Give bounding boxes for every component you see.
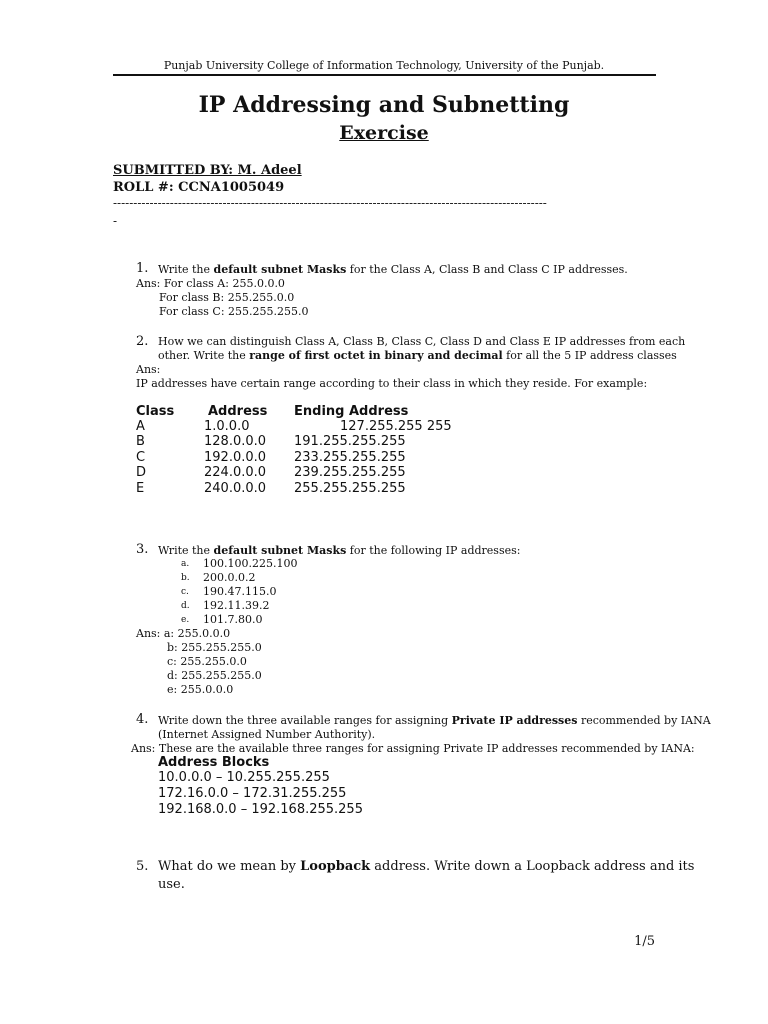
separator-tail: - — [113, 214, 118, 228]
table-cell: 127.255.255 255 — [340, 419, 452, 434]
q3-item-letter: b. — [181, 573, 190, 583]
q3-item-letter: a. — [181, 559, 190, 569]
q3-item-value: 100.100.225.100 — [203, 557, 298, 570]
q2-ans-text: IP addresses have certain range according to their class in which they reside. For example: — [136, 377, 648, 390]
q3-item-value: 192.11.39.2 — [203, 599, 270, 612]
q3-item-value: 200.0.0.2 — [203, 571, 256, 584]
table-cell: 239.255.255.255 — [294, 465, 406, 480]
table-cell: 240.0.0.0 — [204, 481, 267, 496]
q3-answer: Ans: a: 255.0.0.0 — [136, 627, 231, 640]
table-cell: 191.255.255.255 — [294, 434, 406, 449]
q4-number: 4. — [136, 712, 149, 727]
q5-number: 5. — [136, 859, 149, 874]
q3-answer: b: 255.255.255.0 — [167, 641, 262, 654]
q3-text: Write the default subnet Masks for the following IP addresses: — [158, 544, 521, 557]
q3-item-letter: e. — [181, 615, 190, 625]
q3-answer: e: 255.0.0.0 — [167, 683, 234, 696]
q2-text-line2: other. Write the range of first octet in binary and decimal for all the 5 IP address classes — [158, 349, 677, 362]
table-cell: 192.0.0.0 — [204, 450, 267, 465]
table-cell: D — [136, 465, 147, 480]
table-header-address: Address — [208, 404, 268, 419]
q1-answer-c: For class C: 255.255.255.0 — [159, 305, 309, 318]
q5-text-line2: use. — [158, 877, 185, 892]
address-blocks-header: Address Blocks — [158, 755, 270, 770]
table-cell: C — [136, 450, 146, 465]
q3-item-letter: c. — [181, 587, 189, 597]
q1-number: 1. — [136, 261, 149, 276]
q1-text: Write the default subnet Masks for the Class A, Class B and Class C IP addresses. — [158, 263, 628, 276]
table-cell: 224.0.0.0 — [204, 465, 267, 480]
q3-answer: c: 255.255.0.0 — [167, 655, 247, 668]
table-cell: E — [136, 481, 145, 496]
table-header-ending: Ending Address — [294, 404, 409, 419]
q2-text-line1: How we can distinguish Class A, Class B, Class C, Class D and Class E IP addresses from each — [158, 335, 686, 348]
q4-text: Write down the three available ranges for assigning Private IP addresses recommended by IANA — [158, 714, 711, 727]
q4-answer: Ans: These are the available three ranges for assigning Private IP addresses recommended by IANA: — [131, 742, 695, 755]
table-cell: B — [136, 434, 145, 449]
address-block: 192.168.0.0 – 192.168.255.255 — [158, 802, 363, 817]
table-cell: 255.255.255.255 — [294, 481, 406, 496]
q3-item-value: 190.47.115.0 — [203, 585, 277, 598]
q3-item-value: 101.7.80.0 — [203, 613, 263, 626]
q3-answer: d: 255.255.255.0 — [167, 669, 262, 682]
address-block: 172.16.0.0 – 172.31.255.255 — [158, 786, 347, 801]
q1-answer-b: For class B: 255.255.0.0 — [159, 291, 295, 304]
page-number: 1/5 — [634, 934, 655, 949]
table-cell: A — [136, 419, 145, 434]
table-cell: 128.0.0.0 — [204, 434, 267, 449]
page-title: IP Addressing and Subnetting — [198, 92, 570, 118]
separator-line: ----------------------------------------------------------------------------------------------------------- — [113, 196, 547, 210]
submitted-by: SUBMITTED BY: M. Adeel — [113, 163, 302, 178]
table-cell: 1.0.0.0 — [204, 419, 250, 434]
q3-item-letter: d. — [181, 601, 190, 611]
q4-text-line2: (Internet Assigned Number Authority). — [158, 728, 376, 741]
table-header-class: Class — [136, 404, 175, 419]
document-header: Punjab University College of Information Technology, University of the Punjab. — [163, 59, 605, 72]
q3-number: 3. — [136, 542, 149, 557]
table-cell: 233.255.255.255 — [294, 450, 406, 465]
q5-text: What do we mean by Loopback address. Write down a Loopback address and its — [158, 859, 695, 874]
q1-answer-a: Ans: For class A: 255.0.0.0 — [136, 277, 285, 290]
q2-number: 2. — [136, 334, 149, 349]
page-subtitle: Exercise — [339, 122, 429, 144]
header-rule — [113, 74, 656, 76]
address-block: 10.0.0.0 – 10.255.255.255 — [158, 770, 330, 785]
q2-ans-label: Ans: — [136, 363, 161, 376]
roll-number: ROLL #: CCNA1005049 — [113, 180, 285, 195]
